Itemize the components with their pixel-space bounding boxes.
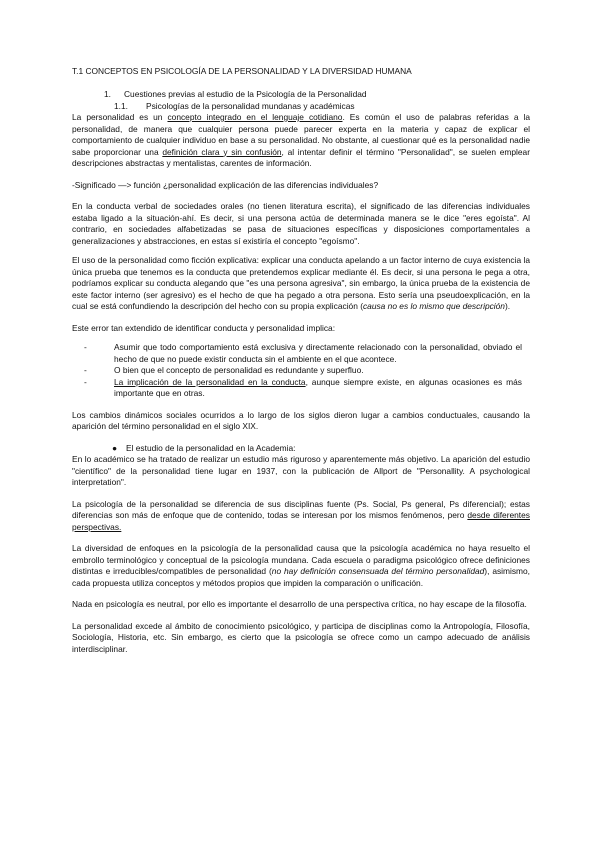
text-run: El uso de la personalidad como ficción explicativa: explicar una conducta apelando a un factor interno de cuya existencia la única prueba que tenemos es la conducta que pretendemos explicar mediante él. Es decir, si una persona le pega a otra, podríamos explicar su conducta alegando que "es una persona agresiva", sin embargo, la única prueba de la existencia de este factor interno (ser agresivo) es el hecho de que ha pegado a otra persona. Esto sería una pseudoexplicación, en la cual se está confundiendo la descripción del hecho con su propia explicación (: [72, 255, 530, 311]
text-run: , al intentar definir el término "Personalidad", se suelen emplear descripciones abstractas y mentalistas, carentes de información.: [72, 146, 531, 168]
list-item: [72, 377, 530, 400]
document-title: T.1 CONCEPTOS EN PSICOLOGÍA DE LA PERSONALIDAD Y LA DIVERSIDAD HUMANA: [72, 66, 412, 76]
list-item-text: , aunque siempre existe, en algunas ocasiones es más importante que en otras.: [114, 376, 522, 398]
paragraph-11: La personalidad excede al ámbito de conocimiento psicológico, y participa de disciplinas como la Antropología, Filosofía, Sociología, Historia, etc. Sin embargo, es cierto que la psicología se ofrece como un campo adecuado de análisis interdisciplinar.: [72, 620, 530, 654]
underlined-text: La implicación de la personalidad en la conducta: [114, 376, 306, 387]
underlined-text: definición clara y sin confusión: [162, 146, 282, 157]
paragraph-10: Nada en psicología es neutral, por ello es importante el desarrollo de una perspectiva crítica, no hay escape de la filosofía.: [72, 599, 527, 609]
subsection-heading-1-1: [72, 101, 530, 113]
dash-marker: -: [84, 365, 87, 375]
text-run: La diversidad de enfoques en la psicología de la personalidad causa que la psicología académica no haya resuelto el embrollo terminológico y conceptual de la psicología mundana. Cada escuela o paradigma psicológico ofrece definiciones distintas e irreducibles/compatibles de personalidad (: [72, 543, 530, 576]
section-number: 1.: [104, 89, 111, 99]
paragraph-9: [72, 543, 530, 589]
underlined-text: concepto integrado en el lenguaje cotidiano: [167, 112, 343, 122]
bullet-heading: [72, 443, 530, 455]
section-title: Cuestiones previas al estudio de la Psicología de la Personalidad: [124, 89, 367, 99]
dash-marker: -: [84, 342, 87, 352]
document-page: [72, 66, 530, 655]
italic-text: causa no es lo mismo que descripción: [362, 301, 505, 311]
bullet-icon: ●: [112, 442, 118, 453]
paragraph-3: En la conducta verbal de sociedades orales (no tienen literatura escrita), el significado de las diferencias individuales estaba ligado a la situación-ahí. Es decir, si una persona actúa de determinada manera se le dice "eres egoísta". Al contrario, en sociedades alfabetizadas se pasa de situaciones específicas y disposiciones comportamentales a generalizaciones y abstracciones, en estas sí existiría el concepto "egoísmo".: [72, 201, 530, 246]
paragraph-4: [72, 255, 530, 313]
text-run: ).: [504, 301, 511, 311]
section-heading-1: [72, 89, 530, 101]
paragraph-7: En lo académico se ha tratado de realizar un estudio más riguroso y aparentemente más objetivo. La aparición del estudio "científico" de la personalidad tiene lugar en 1937, con la publicación de Allport de "Personallity. A psychological interpretation".: [72, 454, 530, 487]
paragraph-5: Este error tan extendido de identificar conducta y personalidad implica:: [72, 322, 336, 333]
paragraph-2: -Significado —> función ¿personalidad explicación de las diferencias individuales?: [72, 179, 379, 190]
text-run: La personalidad es un: [72, 112, 168, 122]
paragraph-1: [72, 112, 530, 170]
bullet-text: El estudio de la personalidad en la Academia:: [126, 442, 296, 453]
list-item: [72, 342, 530, 365]
italic-text: no hay definición consensuada del término personalidad: [271, 566, 485, 576]
dash-marker: -: [84, 376, 87, 387]
paragraph-8: [72, 499, 530, 534]
text-run: . Es común el uso de palabras referidas a la personalidad, de manera que cualquier persona puede parecer experta en la materia y capaz de explicar el comportamiento de cualquier individuo en base a su personalidad. No obstante, al cuestionar qué es la personalidad nadie sabe proporcionar una: [72, 112, 531, 157]
list-item: [72, 365, 530, 377]
text-run: ), asimismo, cada propuesta utiliza conceptos y métodos propios que impiden la comparación o unificación.: [72, 566, 531, 588]
list-item-text: O bien que el concepto de personalidad es redundante y superfluo.: [114, 365, 364, 375]
dash-list: [72, 342, 530, 400]
list-item-text: Asumir que todo comportamiento está exclusiva y directamente relacionado con la personalidad, obviado el hecho de que no puede existir conducta sin el ambiente en el que acontece.: [114, 342, 522, 364]
paragraph-6: Los cambios dinámicos sociales ocurridos a lo largo de los siglos dieron lugar a cambios conductuales, causando la aparición del término personalidad en el siglo XIX.: [72, 409, 530, 431]
text-run: La psicología de la personalidad se diferencia de sus disciplinas fuente (Ps. Social, Ps general, Ps diferencial); estas diferencias son más de enfoque que de contenido, todas se interesan por los mismos fenómenos, pero: [72, 498, 530, 520]
underlined-text: desde diferentes perspectivas.: [72, 510, 530, 532]
subsection-number: 1.1.: [114, 100, 128, 111]
subsection-title: Psicologías de la personalidad mundanas y académicas: [146, 100, 355, 111]
